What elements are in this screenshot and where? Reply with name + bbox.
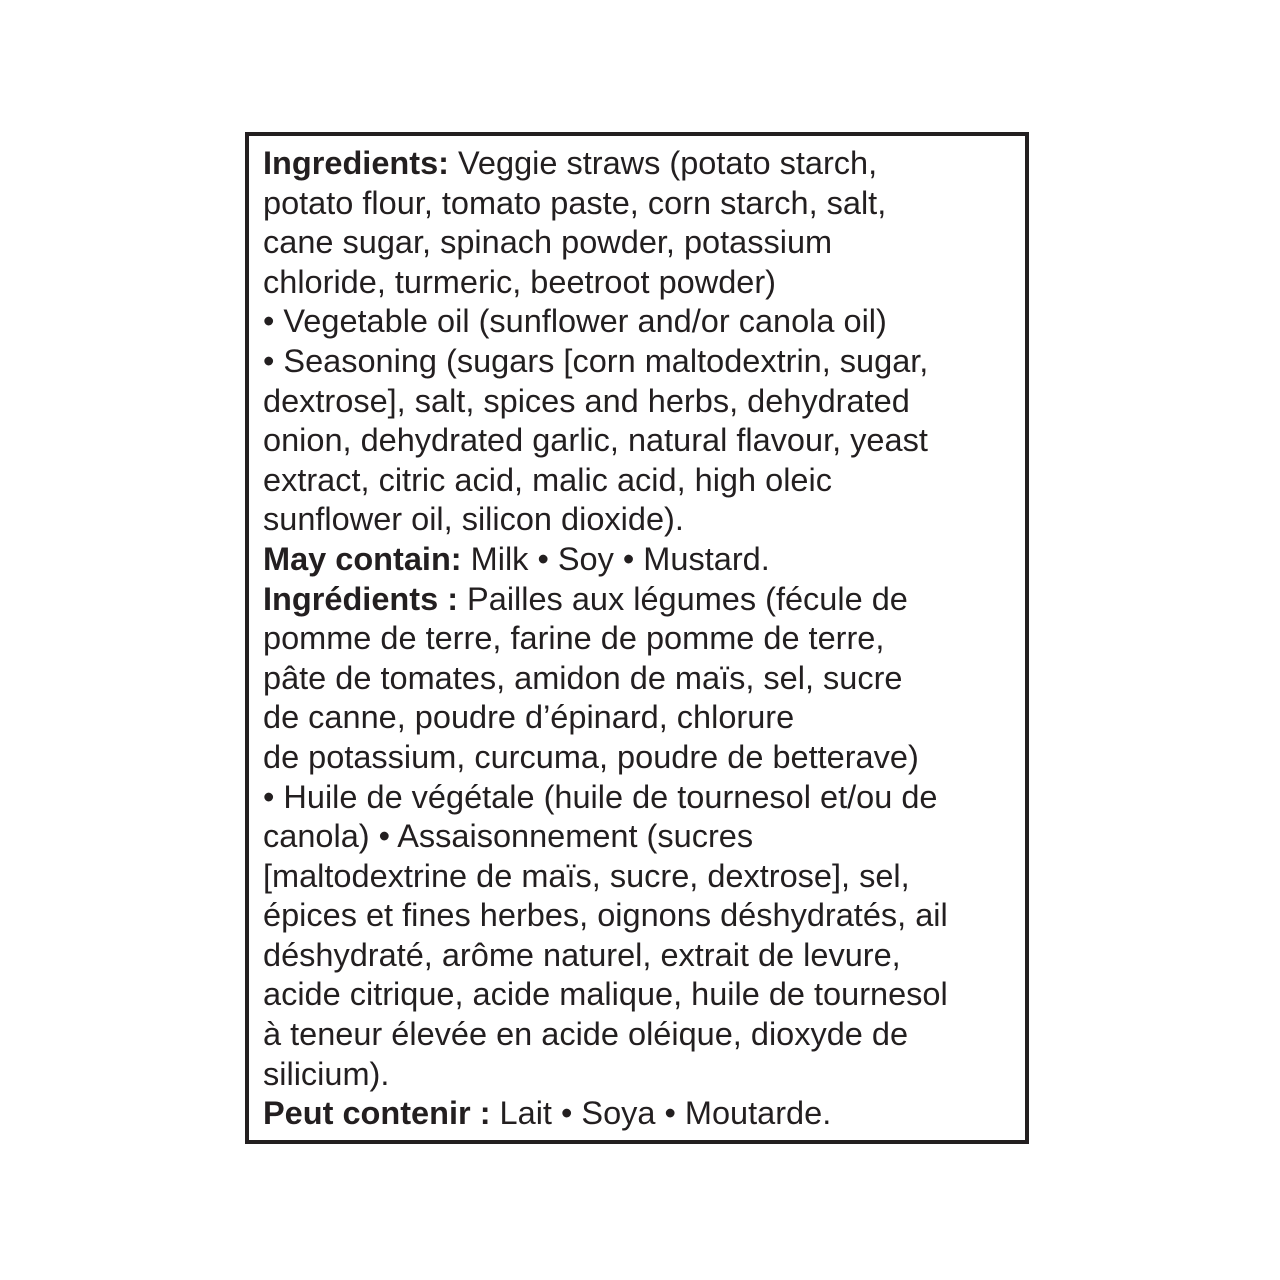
english-ingredients-line-4: chloride, turmeric, beetroot powder) <box>263 263 777 300</box>
french-ingredients-line-10: déshydraté, arôme naturel, extrait de levure, <box>263 936 901 973</box>
french-ingredients-line-2: pomme de terre, farine de pomme de terre, <box>263 620 885 657</box>
english-ingredients-line-9: extract, citric acid, malic acid, high oleic <box>263 461 832 498</box>
french-ingredients-line-12: à teneur élevée en acide oléique, dioxyde de <box>263 1016 909 1053</box>
english-may-contain-line <box>263 540 1023 580</box>
french-may-contain-heading: Peut contenir : <box>263 1095 491 1132</box>
english-ingredients-line-2: potato flour, tomato paste, corn starch, salt, <box>263 184 887 221</box>
french-ingredients-text: Pailles aux légumes (fécule de <box>458 580 908 617</box>
french-ingredients-line-13: silicium). <box>263 1055 390 1092</box>
english-may-contain-heading: May contain: <box>263 540 462 577</box>
english-ingredients-line-1 <box>263 144 1023 184</box>
english-ingredients-line-10: sunflower oil, silicon dioxide). <box>263 501 684 538</box>
french-ingredients-line-6: • Huile de végétale (huile de tournesol et/ou de <box>263 778 938 815</box>
english-ingredients-line-5: • Vegetable oil (sunflower and/or canola oil) <box>263 303 887 340</box>
french-ingredients-line-4: de canne, poudre d’épinard, chlorure <box>263 699 795 736</box>
french-ingredients-line-7: canola) • Assaisonnement (sucres <box>263 818 754 855</box>
english-ingredients-line-7: dextrose], salt, spices and herbs, dehydrated <box>263 382 910 419</box>
english-may-contain-text: Milk • Soy • Mustard. <box>461 540 770 577</box>
french-ingredients-line-8: [maltodextrine de maïs, sucre, dextrose], sel, <box>263 857 910 894</box>
english-ingredients-heading: Ingredients: <box>263 145 449 181</box>
french-ingredients-line-3: pâte de tomates, amidon de maïs, sel, sucre <box>263 659 903 696</box>
french-may-contain-text: Lait • Soya • Moutarde. <box>490 1095 832 1132</box>
ingredients-label-text <box>263 144 1023 1134</box>
french-ingredients-line-11: acide citrique, acide malique, huile de tournesol <box>263 976 948 1013</box>
english-ingredients-line-8: onion, dehydrated garlic, natural flavour, yeast <box>263 422 928 459</box>
french-ingredients-line-1 <box>263 580 1023 620</box>
english-ingredients-line-6: • Seasoning (sugars [corn maltodextrin, sugar, <box>263 342 929 379</box>
french-ingredients-heading: Ingrédients : <box>263 580 459 617</box>
english-ingredients-text: Veggie straws (potato starch, <box>449 145 878 181</box>
french-may-contain-line <box>263 1094 1023 1134</box>
english-ingredients-line-3: cane sugar, spinach powder, potassium <box>263 224 833 261</box>
french-ingredients-line-5: de potassium, curcuma, poudre de betterave) <box>263 738 919 775</box>
french-ingredients-line-9: épices et fines herbes, oignons déshydratés, ail <box>263 897 948 934</box>
